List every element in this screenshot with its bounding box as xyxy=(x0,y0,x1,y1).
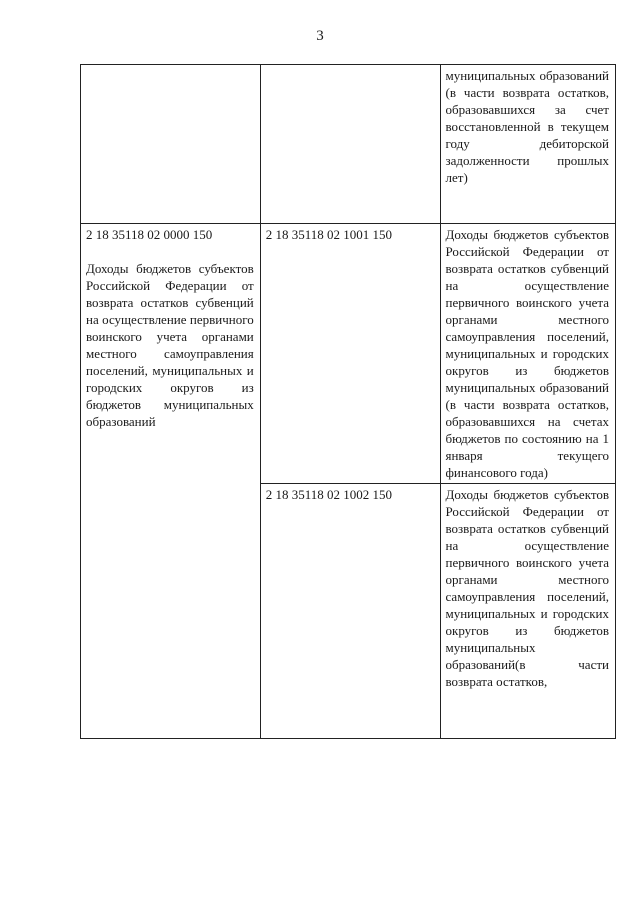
group-cell xyxy=(81,224,261,739)
table-row xyxy=(81,65,616,224)
income-description: Доходы бюджетов субъектов Российской Федерации от возврата остатков субвенций на осуществление первичного воинского учета органами местного самоуправления поселений, муниципальных и городских округов из бюджетов муниципальных образований(в части возврата остатков, xyxy=(440,484,616,739)
income-code: 2 18 35118 02 1001 150 xyxy=(265,227,393,242)
income-description: муниципальных образований (в части возврата остатков, образовавшихся за счет восстановленной в текущем году дебиторской задолженности прошлых лет) xyxy=(440,65,616,224)
income-code: 2 18 35118 02 1002 150 xyxy=(265,487,393,502)
table-cell xyxy=(260,65,440,224)
group-name: Доходы бюджетов субъектов Российской Федерации от возврата остатков субвенций на осуществление первичного воинского учета органами местного самоуправления поселений, муниципальных и городских округов из бюджетов муниципальных образований xyxy=(86,261,254,429)
table-cell xyxy=(81,65,261,224)
subcode-cell xyxy=(260,224,440,484)
spacer xyxy=(86,243,254,260)
income-description: Доходы бюджетов субъектов Российской Федерации от возврата остатков субвенций на осуществление первичного воинского учета органами местного самоуправления поселений, муниципальных и городских округов из бюджетов муниципальных образований (в части возврата остатков, образовавшихся на счетах бюджетов по состоянию на 1 января текущего финансового года) xyxy=(440,224,616,484)
group-code: 2 18 35118 02 0000 150 xyxy=(86,227,213,242)
page-number: 3 xyxy=(316,28,324,44)
table-row xyxy=(81,224,616,484)
subcode-cell xyxy=(260,484,440,739)
budget-codes-table xyxy=(80,64,616,739)
